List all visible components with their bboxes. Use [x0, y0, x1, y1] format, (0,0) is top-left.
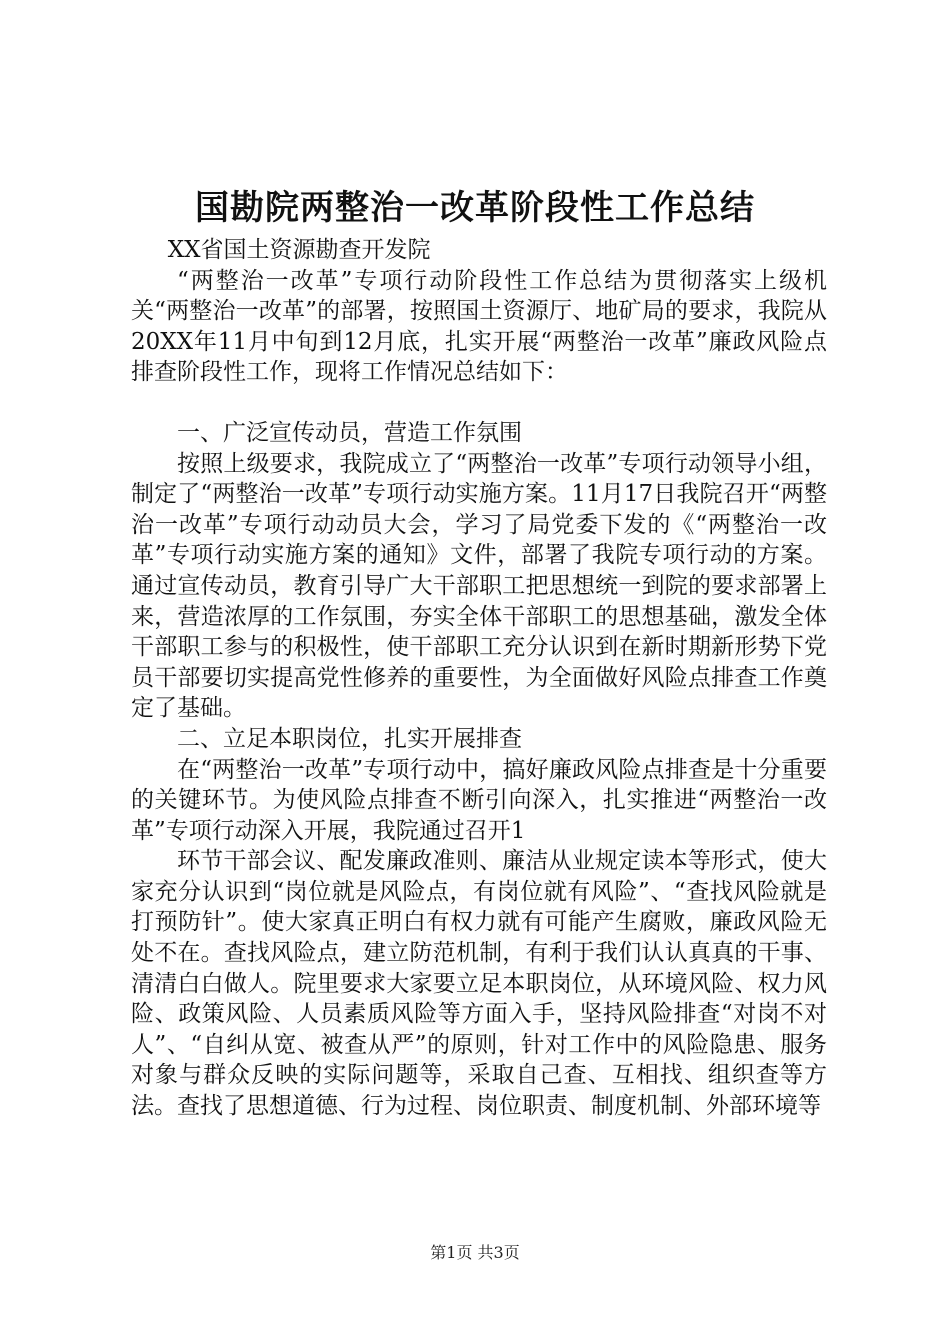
- organization-name: XX省国土资源勘查开发院: [167, 237, 431, 263]
- intro-paragraph: “两整治一改革”专项行动阶段性工作总结为贯彻落实上级机关“两整治一改革”的部署，按照国土资源厅、地矿局的要求，我院从20XX年11月中旬到12月底，扎实开展“两整治一改革”廉政风险点排查阶段性工作，现将工作情况总结如下：: [131, 267, 827, 386]
- section-2-paragraph-1: 在“两整治一改革”专项行动中，搞好廉政风险点排查是十分重要的关键环节。为使风险点排查不断引向深入，扎实推进“两整治一改革”专项行动深入开展，我院通过召开1: [131, 756, 827, 844]
- section-1-heading: 一、广泛宣传动员，营造工作氛围: [177, 419, 522, 446]
- document-title: 国勘院两整治一改革阶段性工作总结: [195, 188, 755, 228]
- document-body: [131, 235, 827, 1122]
- paragraph-spacer: [131, 388, 827, 418]
- section-2-paragraph-2: 环节干部会议、配发廉政准则、廉洁从业规定读本等形式，使大家充分认识到“岗位就是风险点，有岗位就有风险”、“查找风险就是打预防针”。使大家真正明白有权力就有可能产生腐败，廉政风险无处不在。查找风险点，建立防范机制，有利于我们认认真真的干事、清清白白做人。院里要求大家要立足本职岗位，从环境风险、权力风险、政策风险、人员素质风险等方面入手，坚持风险排查“对岗不对人”、“自纠从宽、被查从严”的原则，针对工作中的风险隐患、服务对象与群众反映的实际问题等，采取自己查、互相找、组织查等方法。查找了思想道德、行为过程、岗位职责、制度机制、外部环境等: [131, 848, 827, 1120]
- section-2-heading: 二、立足本职岗位，扎实开展排查: [177, 725, 522, 752]
- section-1-paragraph: 按照上级要求，我院成立了“两整治一改革”专项行动领导小组，制定了“两整治一改革”专项行动实施方案。11月17日我院召开“两整治一改革”专项行动动员大会，学习了局党委下发的《“两整治一改革”专项行动实施方案的通知》文件，部署了我院专项行动的方案。通过宣传动员，教育引导广大干部职工把思想统一到院的要求部署上来，营造浓厚的工作氛围，夯实全体干部职工的思想基础，激发全体干部职工参与的积极性，使干部职工充分认识到在新时期新形势下党员干部要切实提高党性修养的重要性，为全面做好风险点排查工作奠定了基础。: [131, 450, 827, 722]
- page-footer: 第1页 共3页: [430, 1243, 520, 1262]
